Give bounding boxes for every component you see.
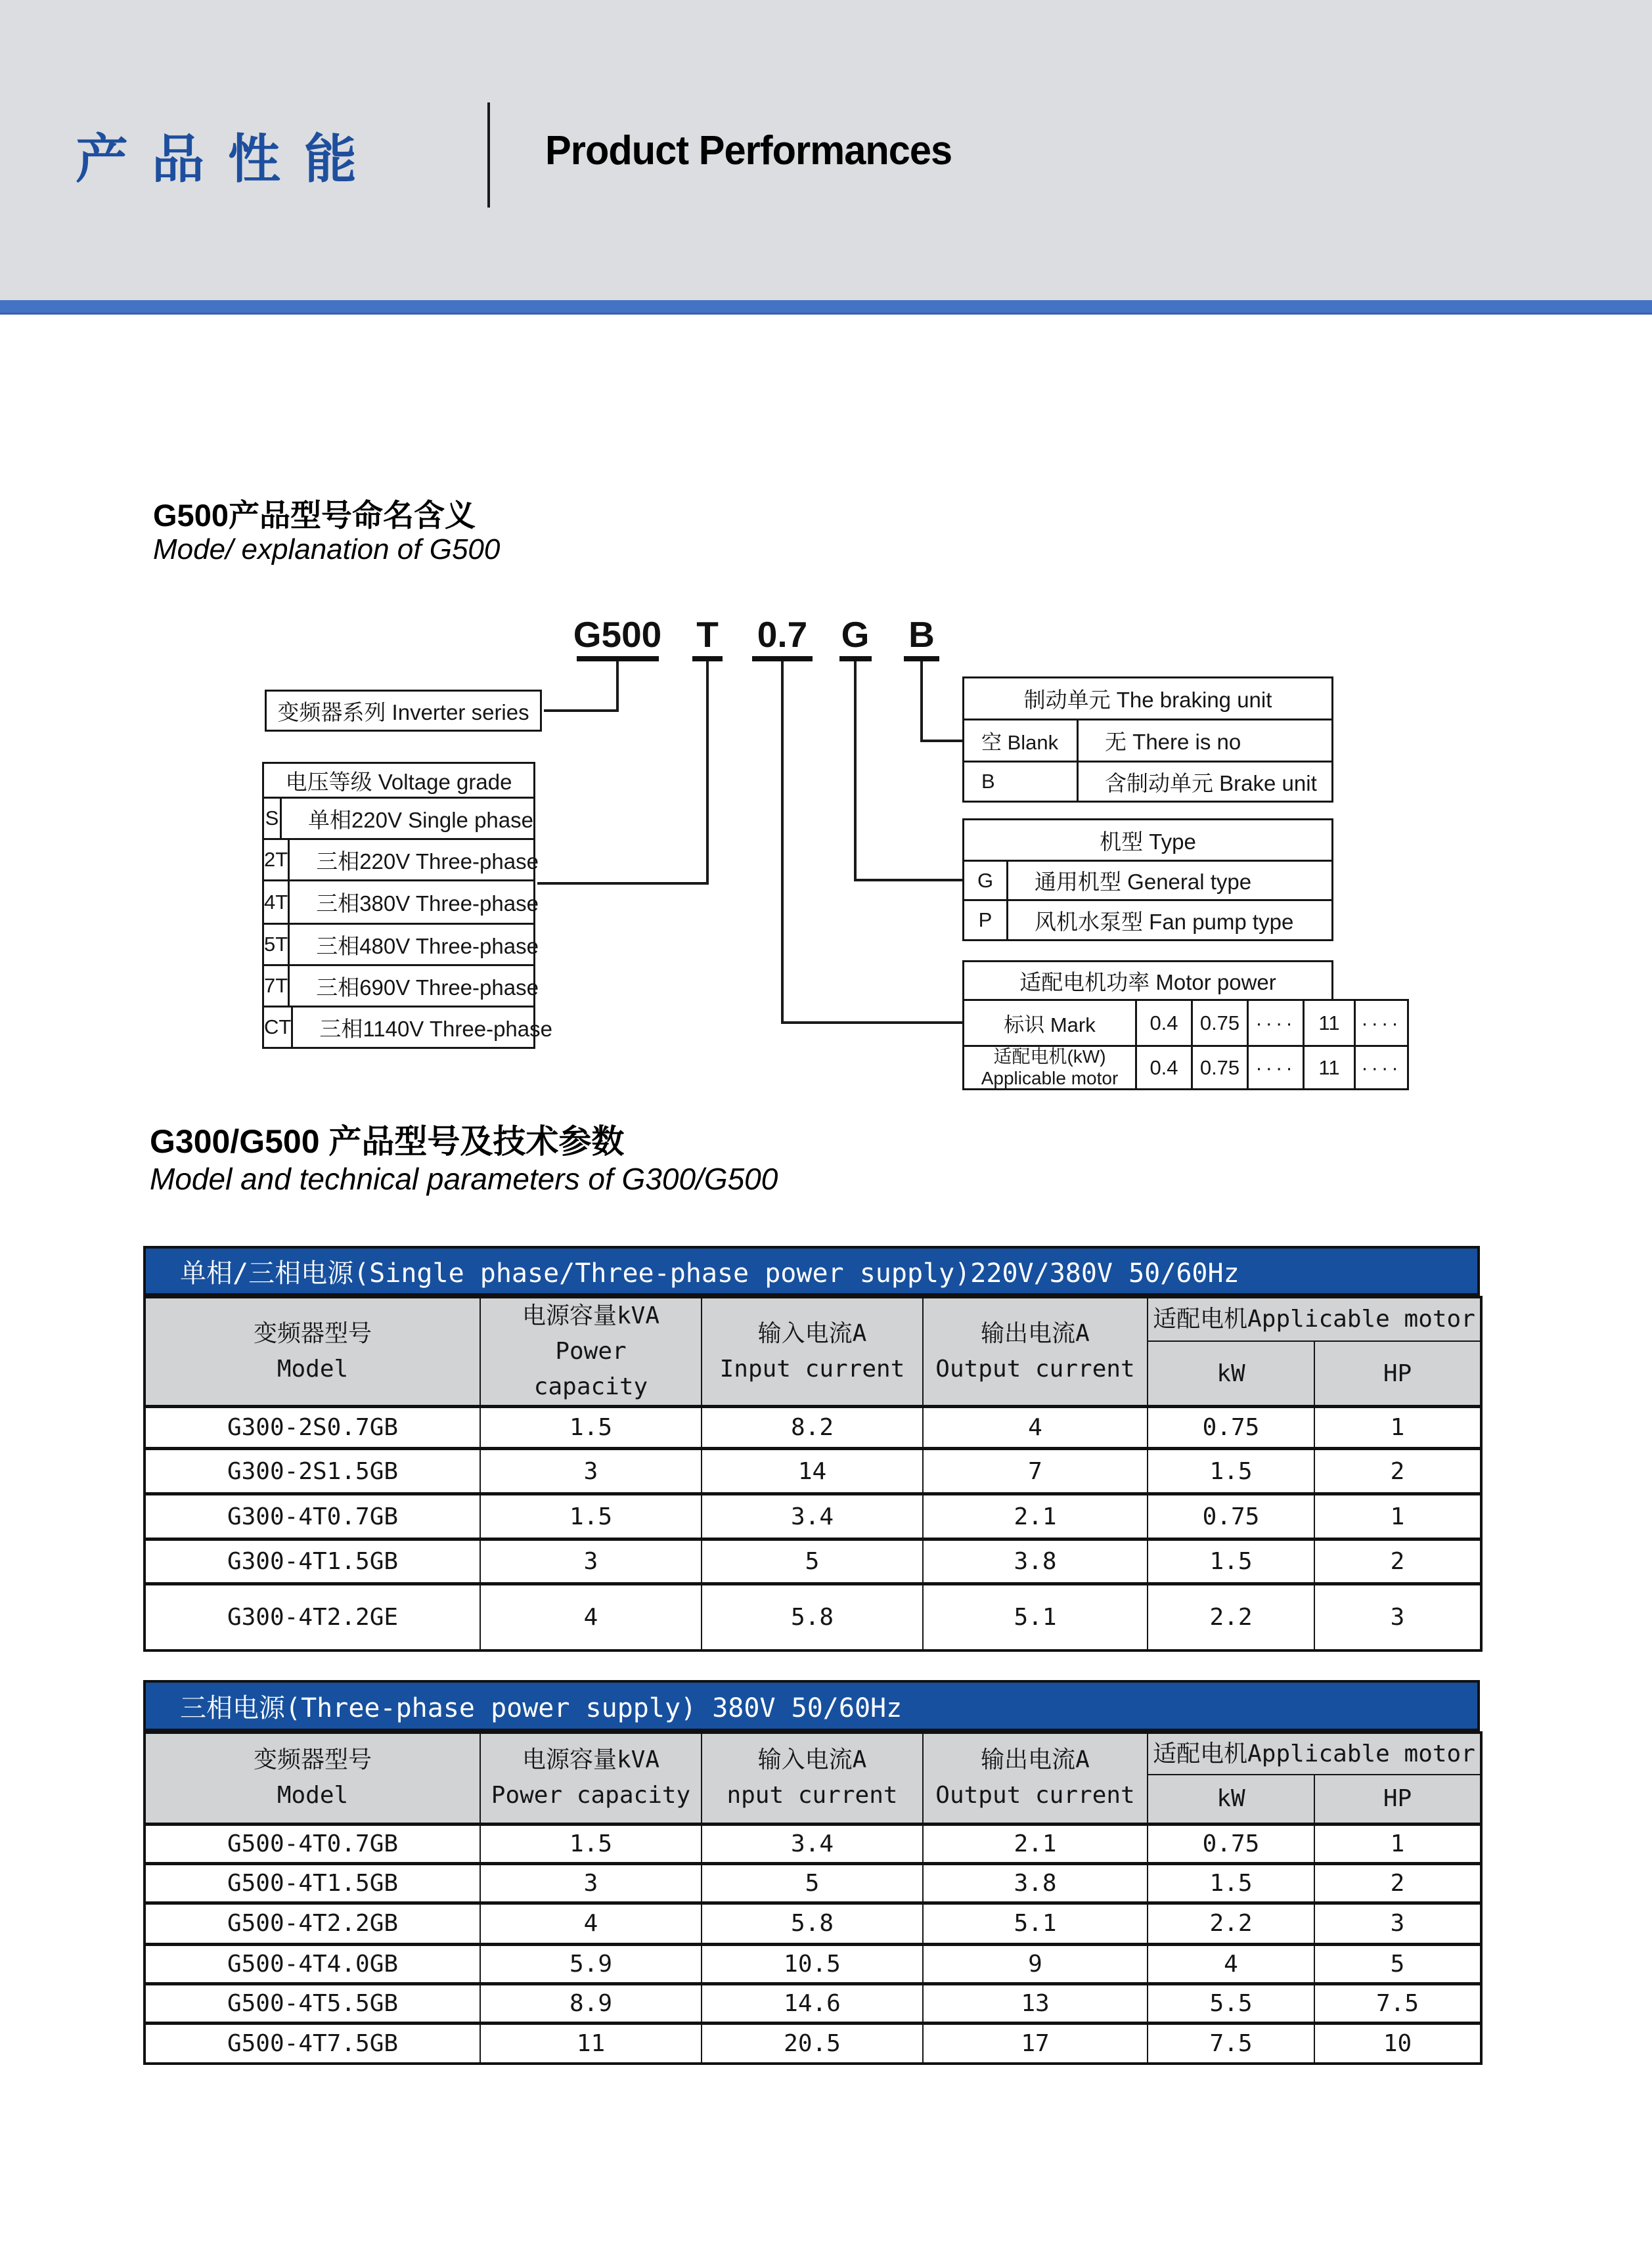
- col-header-model-cn: 变频器型号: [253, 1746, 372, 1774]
- type-label: 通用机型 General type: [1035, 870, 1252, 894]
- cell-hp: 2: [1314, 1449, 1481, 1494]
- cell-model: G300-4T1.5GB: [145, 1539, 480, 1584]
- col-header-power: [480, 1297, 702, 1407]
- col-header-hp: HP: [1314, 1341, 1481, 1406]
- voltage-code: 5T: [264, 925, 290, 964]
- table1-single-three-phase: [143, 1296, 1483, 1652]
- section1-heading-en: Mode/ explanation of G500: [153, 533, 501, 565]
- cell-input: 20.5: [702, 2023, 923, 2064]
- cell-power: 3: [480, 1863, 702, 1903]
- connector-g500: [544, 661, 617, 711]
- inverter-series-box: 变频器系列 Inverter series: [265, 690, 542, 732]
- col-header-output: [923, 1297, 1148, 1407]
- voltage-label: 三相1140V Three-phase: [319, 1016, 552, 1041]
- cell-output: 2.1: [923, 1494, 1148, 1539]
- motor-power-header-box: 适配电机功率 Motor power: [962, 960, 1333, 1001]
- type-header: 机型 Type: [1100, 829, 1196, 854]
- table-row: [145, 1824, 1481, 1863]
- cell-input: 5: [702, 1539, 923, 1584]
- machine-type-table: [962, 818, 1333, 941]
- type-label: 风机水泵型 Fan pump type: [1035, 909, 1294, 934]
- table1-header-row: [145, 1297, 1481, 1341]
- table1-banner: 单相/三相电源(Single phase/Three-phase power supply)220V/380V 50/60Hz: [143, 1246, 1480, 1296]
- section2-heading-cn: G300/G500 产品型号及技术参数: [150, 1123, 625, 1160]
- cell-model: G500-4T1.5GB: [145, 1863, 480, 1903]
- col-header-motor: 适配电机Applicable motor: [1148, 1733, 1481, 1775]
- col-header-output-cn: 输出电流A: [981, 1320, 1090, 1347]
- motor-mark-label: 标识 Mark: [964, 1001, 1137, 1045]
- cell-output: 5.1: [923, 1903, 1148, 1944]
- cell-power: 11: [480, 2023, 702, 2064]
- col-header-power-en2: capacity: [533, 1373, 648, 1400]
- table-row: [145, 1407, 1481, 1449]
- cell-power: 3: [480, 1539, 702, 1584]
- braking-row-b: [964, 761, 1331, 801]
- motor-kw-value: 11: [1305, 1047, 1356, 1088]
- section2-heading-en: Model and technical parameters of G300/G500: [150, 1162, 778, 1196]
- braking-code: 空 Blank: [964, 720, 1079, 761]
- col-header-power-en1: Power: [555, 1338, 627, 1365]
- cell-input: 5.8: [702, 1584, 923, 1650]
- voltage-code: S: [264, 799, 282, 838]
- table2-header-row: [145, 1733, 1481, 1775]
- cell-input: 3.4: [702, 1494, 923, 1539]
- cell-model: G500-4T5.5GB: [145, 1983, 480, 2023]
- cell-hp: 5: [1314, 1944, 1481, 1983]
- col-header-input-en: Input current: [719, 1356, 905, 1383]
- voltage-row-s: [264, 797, 533, 838]
- cell-kw: 0.75: [1148, 1824, 1314, 1863]
- col-header-motor: 适配电机Applicable motor: [1148, 1297, 1481, 1341]
- col-header-power-cn: 电源容量kVA: [522, 1302, 660, 1329]
- table-row: [145, 1539, 1481, 1584]
- connector-g: [855, 661, 962, 880]
- motor-mark-value: 0.75: [1193, 1001, 1249, 1045]
- cell-input: 14.6: [702, 1983, 923, 2023]
- col-header-input: [702, 1733, 923, 1824]
- cell-model: G300-4T0.7GB: [145, 1494, 480, 1539]
- table-row: [145, 2023, 1481, 2064]
- cell-kw: 1.5: [1148, 1863, 1314, 1903]
- cell-kw: 2.2: [1148, 1903, 1314, 1944]
- motor-mark-ellipsis: ····: [1249, 1001, 1305, 1045]
- cell-hp: 1: [1314, 1407, 1481, 1449]
- table-row: [145, 1903, 1481, 1944]
- section1-heading-cn: G500产品型号命名含义: [153, 498, 476, 533]
- voltage-row-7t: [264, 964, 539, 1006]
- cell-hp: 10: [1314, 2023, 1481, 2064]
- cell-output: 3.8: [923, 1863, 1148, 1903]
- col-header-output: [923, 1733, 1148, 1824]
- voltage-row-2t: [264, 838, 539, 879]
- type-code: G: [964, 862, 1008, 899]
- cell-input: 5.8: [702, 1903, 923, 1944]
- table-row: [145, 1494, 1481, 1539]
- table-row: [145, 1863, 1481, 1903]
- col-header-model: [145, 1733, 480, 1824]
- cell-output: 3.8: [923, 1539, 1148, 1584]
- cell-hp: 7.5: [1314, 1983, 1481, 2023]
- voltage-label: 三相480V Three-phase: [316, 933, 539, 958]
- code-part-brake: B: [908, 614, 935, 655]
- voltage-code: 4T: [264, 881, 290, 923]
- col-header-input-cn: 输入电流A: [757, 1320, 867, 1347]
- header-accent-strip: [0, 300, 1652, 315]
- table-row: [145, 1584, 1481, 1650]
- connector-0-7: [782, 661, 962, 1023]
- motor-kw-label-line2: Applicable motor: [981, 1067, 1119, 1088]
- cell-output: 7: [923, 1449, 1148, 1494]
- underline-brake: [904, 656, 939, 661]
- code-part-power: 0.7: [757, 614, 808, 655]
- voltage-label: 三相690V Three-phase: [316, 975, 539, 1000]
- cell-power: 4: [480, 1903, 702, 1944]
- motor-mark-value: 11: [1305, 1001, 1356, 1045]
- col-header-model-en: Model: [277, 1356, 349, 1383]
- cell-output: 13: [923, 1983, 1148, 2023]
- cell-model: G500-4T4.0GB: [145, 1944, 480, 1983]
- motor-kw-ellipsis: ····: [1249, 1047, 1305, 1088]
- col-header-power-en: Power capacity: [491, 1782, 691, 1809]
- cell-power: 1.5: [480, 1494, 702, 1539]
- cell-power: 5.9: [480, 1944, 702, 1983]
- col-header-kw: kW: [1148, 1775, 1314, 1824]
- connector-b: [922, 661, 962, 741]
- cell-output: 9: [923, 1944, 1148, 1983]
- motor-kw-value: 0.4: [1137, 1047, 1193, 1088]
- cell-input: 5: [702, 1863, 923, 1903]
- table-row: [145, 1944, 1481, 1983]
- page-title-cn: 产品性能: [76, 130, 380, 188]
- table2-banner: 三相电源(Three-phase power supply) 380V 50/60Hz: [143, 1680, 1480, 1731]
- col-header-input-en: nput current: [726, 1782, 898, 1809]
- cell-input: 10.5: [702, 1944, 923, 1983]
- cell-hp: 3: [1314, 1584, 1481, 1650]
- cell-input: 8.2: [702, 1407, 923, 1449]
- braking-label: 含制动单元 Brake unit: [1105, 770, 1317, 795]
- cell-kw: 2.2: [1148, 1584, 1314, 1650]
- braking-code: B: [964, 763, 1079, 801]
- col-header-input-cn: 输入电流A: [757, 1746, 867, 1774]
- braking-unit-table: [962, 676, 1333, 803]
- voltage-row-4t: [264, 879, 539, 923]
- cell-power: 1.5: [480, 1824, 702, 1863]
- code-part-voltage: T: [696, 614, 719, 655]
- cell-model: G300-2S1.5GB: [145, 1449, 480, 1494]
- col-header-model: [145, 1297, 480, 1407]
- braking-row-blank: [964, 719, 1331, 761]
- voltage-code: 2T: [264, 840, 290, 879]
- connector-t: [537, 661, 707, 883]
- voltage-row-ct: [264, 1006, 552, 1047]
- cell-kw: 1.5: [1148, 1449, 1314, 1494]
- braking-header: 制动单元 The braking unit: [1023, 688, 1272, 712]
- type-code: P: [964, 901, 1008, 939]
- cell-output: 17: [923, 2023, 1148, 2064]
- col-header-input: [702, 1297, 923, 1407]
- cell-kw: 0.75: [1148, 1407, 1314, 1449]
- cell-output: 5.1: [923, 1584, 1148, 1650]
- cell-hp: 3: [1314, 1903, 1481, 1944]
- col-header-model-cn: 变频器型号: [253, 1320, 372, 1347]
- page-header-band: [0, 0, 1652, 300]
- cell-power: 3: [480, 1449, 702, 1494]
- motor-kw-value: 0.75: [1193, 1047, 1249, 1088]
- motor-kw-ellipsis: ····: [1361, 1055, 1402, 1079]
- voltage-label: 三相380V Three-phase: [316, 891, 539, 916]
- cell-power: 8.9: [480, 1983, 702, 2023]
- motor-power-table: [962, 999, 1409, 1090]
- underline-series: [577, 656, 659, 661]
- cell-model: G500-4T7.5GB: [145, 2023, 480, 2064]
- col-header-kw: kW: [1148, 1341, 1314, 1406]
- underline-type: [839, 656, 872, 661]
- cell-model: G300-2S0.7GB: [145, 1407, 480, 1449]
- underline-voltage: [692, 656, 723, 661]
- cell-power: 4: [480, 1584, 702, 1650]
- title-divider: [487, 102, 490, 208]
- type-row-g: [964, 860, 1331, 899]
- cell-input: 14: [702, 1449, 923, 1494]
- page-title-en: Product Performances: [545, 128, 952, 173]
- cell-kw: 0.75: [1148, 1494, 1314, 1539]
- table2-three-phase: [143, 1731, 1483, 2065]
- cell-hp: 2: [1314, 1863, 1481, 1903]
- cell-kw: 7.5: [1148, 2023, 1314, 2064]
- motor-kw-label: [964, 1047, 1137, 1088]
- table-row: [145, 1449, 1481, 1494]
- cell-output: 4: [923, 1407, 1148, 1449]
- cell-output: 2.1: [923, 1824, 1148, 1863]
- cell-power: 1.5: [480, 1407, 702, 1449]
- voltage-label: 单相220V Single phase: [307, 807, 533, 832]
- motor-mark-row: [964, 1001, 1407, 1045]
- col-header-output-en: Output current: [935, 1356, 1135, 1383]
- voltage-grade-header: 电压等级 Voltage grade: [285, 769, 512, 794]
- voltage-grade-table: [262, 762, 552, 1049]
- cell-model: G500-4T0.7GB: [145, 1824, 480, 1863]
- table-row: [145, 1983, 1481, 2023]
- col-header-power: [480, 1733, 702, 1824]
- code-part-type: G: [841, 614, 870, 655]
- cell-input: 3.4: [702, 1824, 923, 1863]
- cell-hp: 1: [1314, 1824, 1481, 1863]
- code-part-series: G500: [573, 614, 662, 655]
- motor-kw-row: [964, 1045, 1407, 1088]
- col-header-model-en: Model: [277, 1782, 349, 1809]
- cell-hp: 1: [1314, 1494, 1481, 1539]
- type-row-p: [964, 899, 1331, 939]
- braking-label: 无 There is no: [1105, 730, 1241, 754]
- col-header-output-cn: 输出电流A: [981, 1746, 1090, 1774]
- cell-model: G300-4T2.2GE: [145, 1584, 480, 1650]
- motor-kw-label-line1: 适配电机(kW): [993, 1046, 1106, 1067]
- motor-mark-ellipsis: ····: [1361, 1011, 1402, 1034]
- cell-hp: 2: [1314, 1539, 1481, 1584]
- col-header-output-en: Output current: [935, 1782, 1135, 1809]
- cell-kw: 5.5: [1148, 1983, 1314, 2023]
- voltage-code: CT: [264, 1007, 293, 1047]
- cell-kw: 4: [1148, 1944, 1314, 1983]
- col-header-hp: HP: [1314, 1775, 1481, 1824]
- underline-power: [752, 656, 813, 661]
- cell-model: G500-4T2.2GB: [145, 1903, 480, 1944]
- cell-kw: 1.5: [1148, 1539, 1314, 1584]
- voltage-label: 三相220V Three-phase: [316, 849, 539, 874]
- motor-mark-value: 0.4: [1137, 1001, 1193, 1045]
- voltage-code: 7T: [264, 966, 290, 1006]
- col-header-power-cn: 电源容量kVA: [522, 1746, 660, 1774]
- voltage-row-5t: [264, 923, 539, 964]
